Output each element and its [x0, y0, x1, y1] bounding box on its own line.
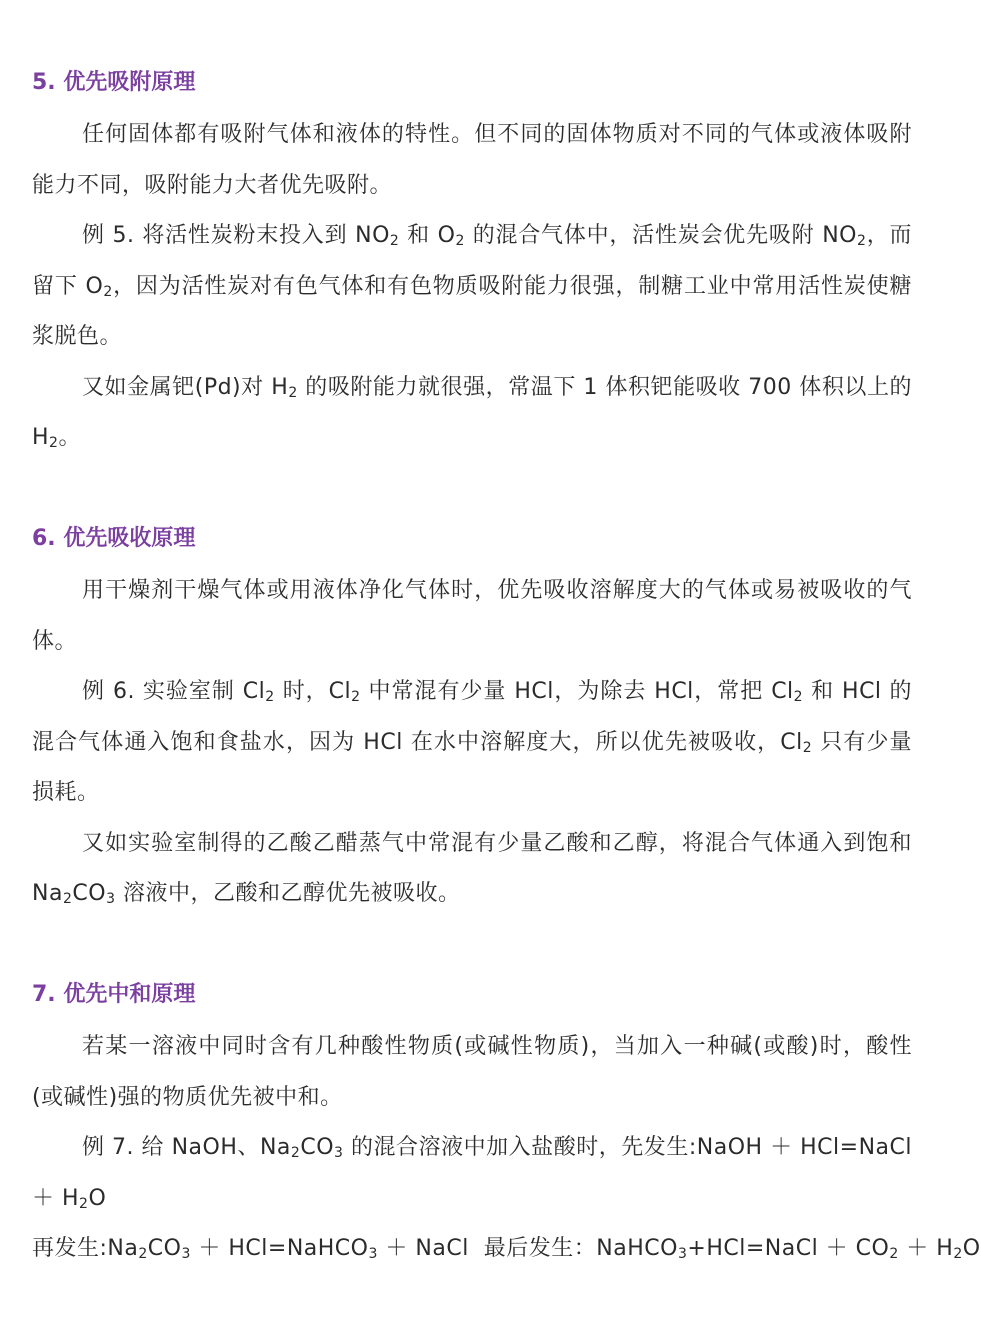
section-6-paragraph-3: 又如实验室制得的乙酸乙醋蒸气中常混有少量乙酸和乙醇，将混合气体通入到饱和 $Na_2CO_3$ 溶液中，乙酸和乙醇优先被吸收。 — [32, 830, 912, 907]
section-5 — [32, 68, 912, 464]
section-6-paragraph-2: 例 6. 实验室制 $Cl_2$ 时，$Cl_2$ 中常混有少量 HCl，为除去 HCl，常把 $Cl_2$ 和 HCl 的混合气体通入饱和食盐水，因为 HCl 在水中溶解度大，所以优先被吸收，$Cl_2$ 只有少量损耗。 — [32, 679, 913, 805]
section-5-paragraph-2: 例 5. 将活性炭粉末投入到 $NO_2$ 和 $O_2$ 的混合气体中，活性炭会优先吸附 $NO_2$，而留下 $O_2$，因为活性炭对有色气体和有色物质吸附能力很强，制糖工业中常用活性炭使糖浆脱色。 — [32, 223, 912, 349]
section-5-paragraph-1: 任何固体都有吸附气体和液体的特性。但不同的固体物质对不同的气体或液体吸附能力不同，吸附能力大者优先吸附。 — [32, 122, 912, 198]
section-5-paragraph-3: 又如金属钯(Pd)对 $H_2$ 的吸附能力就很强，常温下 1 体积钯能吸收 700 体积以上的 $H_2$。 — [32, 374, 912, 451]
section-7 — [32, 980, 981, 1275]
section-7-paragraph-2: 例 7. 给 NaOH、$Na_2CO_3$ 的混合溶液中加入盐酸时，先发生:NaOH ＋ HCl=NaCl ＋ $H_2O$ — [32, 1135, 912, 1212]
section-7-title: 7. 优先中和原理 — [32, 982, 196, 1007]
section-7-paragraph-1: 若某一溶液中同时含有几种酸性物质(或碱性物质)，当加入一种碱(或酸)时，酸性(或碱性)强的物质优先被中和。 — [32, 1034, 912, 1110]
section-7-paragraph-3: 再发生$:Na_2CO_3$ ＋ HCl=NaHCO$_3$ ＋ NaCl 最后发生：NaHCO$_3$+HCl=NaCl ＋ $CO_2 + H_2O$ — [32, 1236, 981, 1262]
section-6-title: 6. 优先吸收原理 — [32, 526, 196, 551]
section-5-title: 5. 优先吸附原理 — [32, 70, 196, 95]
section-6 — [32, 524, 912, 920]
section-6-paragraph-1: 用干燥剂干燥气体或用液体净化气体时，优先吸收溶解度大的气体或易被吸收的气体。 — [32, 578, 912, 654]
